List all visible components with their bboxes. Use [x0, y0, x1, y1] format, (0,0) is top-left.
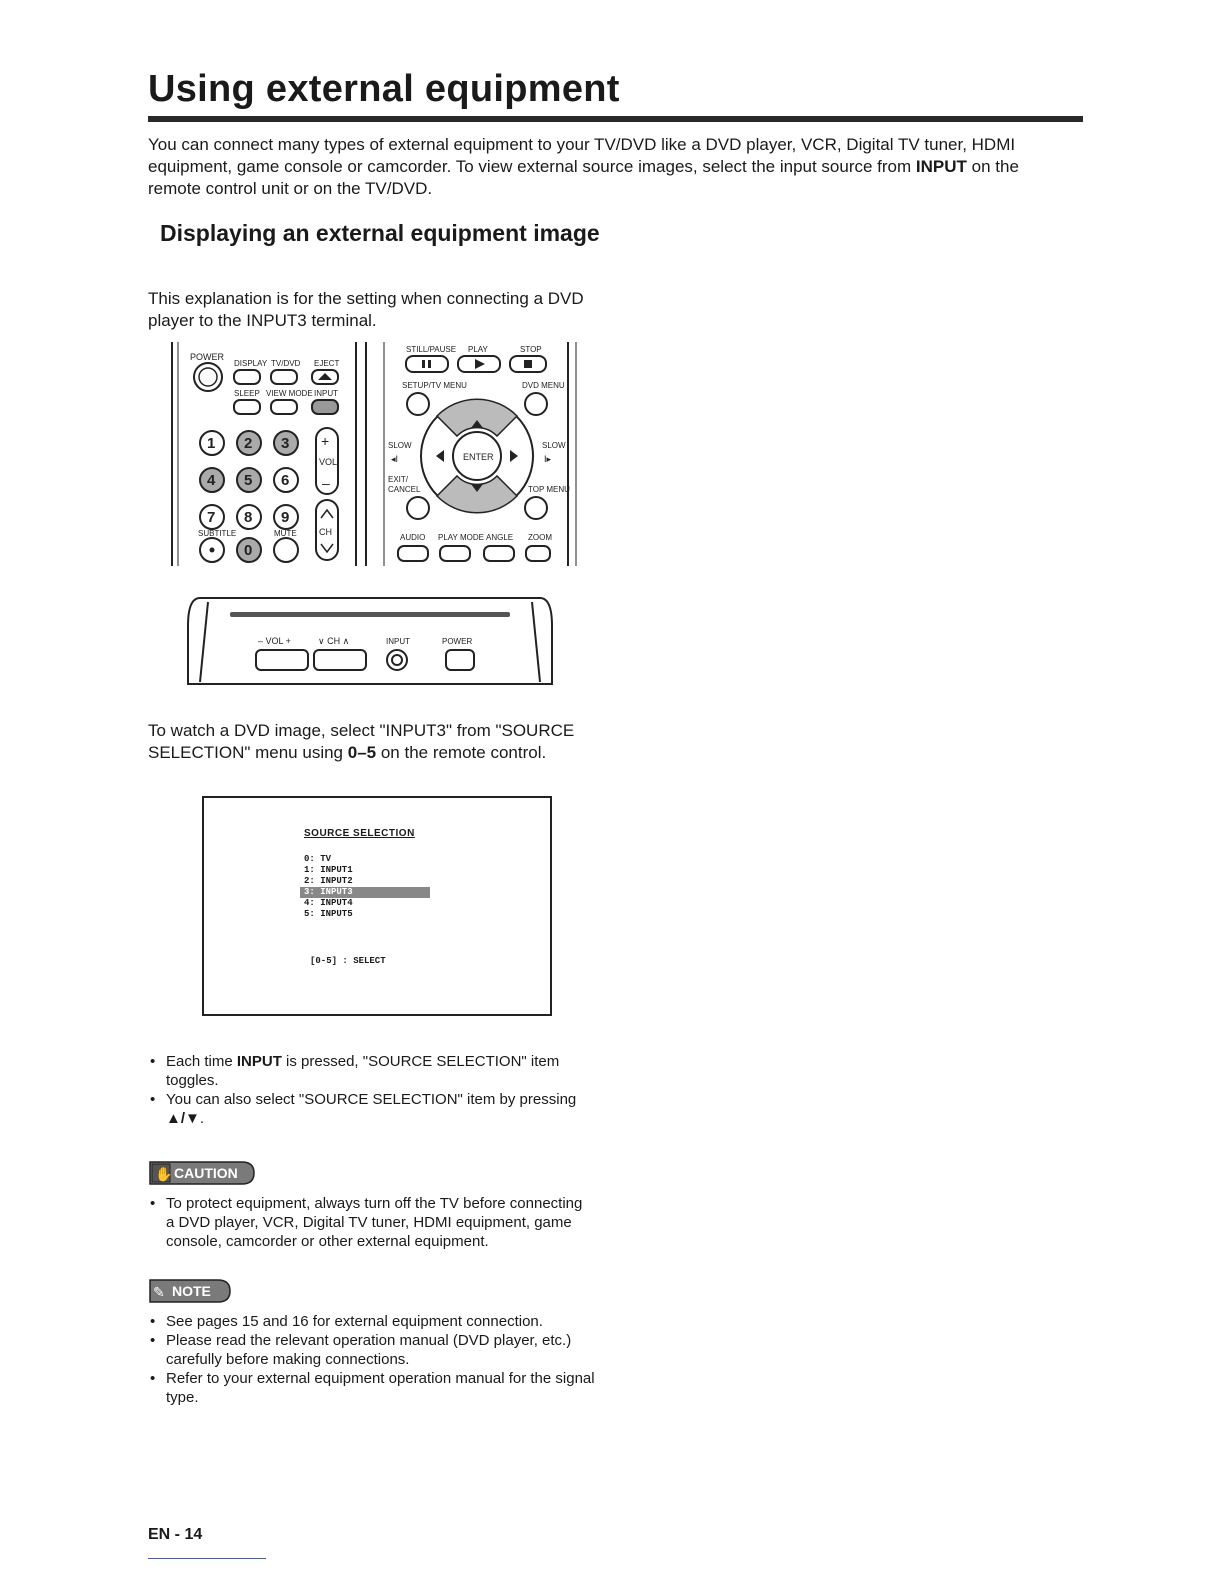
note-list — [148, 1312, 598, 1407]
exit-button — [407, 497, 429, 519]
angle-label: ANGLE — [486, 533, 514, 542]
subtitle-dot-icon — [210, 548, 215, 553]
pause-icon — [428, 360, 431, 368]
dpad-up — [437, 399, 517, 436]
left-arrow-icon — [436, 450, 444, 462]
vol-label: VOL — [319, 457, 338, 467]
ch-label: CH — [319, 527, 332, 537]
tvdvd-button — [271, 370, 297, 384]
intro-paragraph — [148, 134, 1063, 200]
digit-7: 7 — [207, 509, 216, 526]
digit-1: 1 — [207, 435, 216, 452]
watch-text-1: To watch a DVD image, select "INPUT3" from "SOURCE SELECTION" menu using — [148, 721, 575, 762]
menu-title: SOURCE SELECTION — [304, 828, 415, 839]
sleep-button — [234, 400, 260, 414]
dvdmenu-label: DVD MENU — [522, 381, 565, 390]
title-rule — [148, 116, 1083, 122]
note-label: NOTE — [172, 1283, 211, 1299]
caution-hand-icon: ✋ — [155, 1166, 173, 1182]
slow-right-label: SLOW — [542, 441, 566, 450]
play-icon — [475, 359, 485, 369]
footer-line — [148, 1558, 266, 1559]
input-label: INPUT — [314, 389, 338, 398]
dvdmenu-button — [525, 393, 547, 415]
power-label: POWER — [190, 352, 225, 362]
digit-9: 9 — [281, 509, 290, 526]
viewmode-button — [271, 400, 297, 414]
menu-item-selected: 3: INPUT3 — [304, 887, 353, 897]
slow-rewind-icon: ◂I — [391, 454, 399, 464]
topmenu-button — [525, 497, 547, 519]
slow-left-label: SLOW — [388, 441, 412, 450]
bullet-text: . — [199, 1110, 205, 1127]
pencil-icon: ✎ — [153, 1285, 165, 1301]
setup-label: SETUP/TV MENU — [402, 381, 467, 390]
setup-button — [407, 393, 429, 415]
audio-button — [398, 546, 428, 561]
viewmode-label: VIEW MODE — [266, 389, 313, 398]
menu-item: 5: INPUT5 — [304, 909, 353, 919]
tv-power-label: POWER — [442, 637, 473, 646]
power-button — [194, 363, 222, 391]
tv-input-label: INPUT — [386, 637, 410, 646]
tv-power-button — [446, 650, 474, 670]
slow-forward-icon: I▸ — [544, 454, 552, 464]
play-label: PLAY — [468, 345, 488, 354]
bullet-text: You can also select "SOURCE SELECTION" item by pressing — [166, 1091, 577, 1108]
caution-list — [148, 1194, 588, 1251]
list-item: • Refer to your external equipment operation manual for the signal type. — [148, 1369, 598, 1407]
intro-text-2: on the remote control unit or on the TV/DVD. — [148, 157, 1019, 198]
menu-item: 4: INPUT4 — [304, 898, 353, 908]
pause-button — [406, 356, 448, 372]
display-label: DISPLAY — [234, 359, 268, 368]
zoom-button — [526, 546, 550, 561]
page-number: EN - 14 — [148, 1526, 203, 1543]
digit-5: 5 — [244, 472, 253, 489]
stop-icon — [524, 360, 532, 368]
topmenu-label: TOP MENU — [528, 485, 570, 494]
tv-ch-label: ∨ CH ∧ — [318, 636, 350, 646]
tv-vol-button — [256, 650, 308, 670]
playmode-label: PLAY MODE — [438, 533, 484, 542]
intro-text-1: You can connect many types of external equipment to your TV/DVD like a DVD player, VCR, Digital TV tuner, HDMI equipment, game console or camcorder. To view external source images, select the input source from — [148, 135, 1016, 176]
explanation-text: This explanation is for the setting when connecting a DVD player to the INPUT3 terminal. — [148, 289, 584, 330]
ch-down-icon — [321, 544, 333, 552]
stop-label: STOP — [520, 345, 542, 354]
stillpause-label: STILL/PAUSE — [406, 345, 457, 354]
bullet-bold: INPUT — [236, 1053, 282, 1070]
enter-label: ENTER — [463, 452, 494, 462]
mute-label: MUTE — [274, 529, 297, 538]
right-arrow-icon — [510, 450, 518, 462]
bullet-bold: ▲/▼ — [166, 1110, 200, 1127]
display-button — [234, 370, 260, 384]
eject-icon — [318, 373, 332, 380]
vol-plus-icon: + — [321, 433, 330, 449]
vol-minus-icon: – — [322, 475, 330, 491]
list-item — [148, 1052, 588, 1090]
menu-item: 0: TV — [304, 854, 332, 864]
digit-8: 8 — [244, 509, 253, 526]
menu-footer: [0-5] : SELECT — [310, 956, 386, 966]
watch-text-2: on the remote control. — [376, 743, 547, 762]
watch-keys: 0–5 — [347, 743, 377, 762]
caution-label: CAUTION — [174, 1165, 238, 1181]
dpad-down — [437, 476, 517, 513]
remote-control-illustration — [170, 340, 580, 568]
tv-input-button — [387, 650, 407, 670]
menu-item: 1: INPUT1 — [304, 865, 353, 875]
bullet-text: is pressed, "SOURCE SELECTION" item toggles. — [166, 1053, 560, 1089]
page-title: Using external equipment — [148, 68, 620, 110]
audio-label: AUDIO — [400, 533, 426, 542]
section-heading: Displaying an external equipment image — [160, 220, 600, 246]
tv-vol-label: – VOL + — [258, 636, 291, 646]
cancel-label: CANCEL — [388, 485, 421, 494]
digit-2: 2 — [244, 435, 253, 452]
input-bullet-list — [148, 1052, 588, 1128]
watch-instruction — [148, 720, 588, 764]
caution-badge — [148, 1160, 256, 1186]
tv-ch-button — [314, 650, 366, 670]
bullet-text: Each time — [166, 1053, 237, 1070]
list-item: • See pages 15 and 16 for external equipment connection. — [148, 1312, 598, 1331]
source-selection-menu — [202, 796, 552, 1016]
menu-item: 2: INPUT2 — [304, 876, 353, 886]
digit-6: 6 — [281, 472, 290, 489]
angle-button — [484, 546, 514, 561]
exit-label: EXIT/ — [388, 475, 409, 484]
eject-label: EJECT — [314, 359, 340, 368]
sleep-label: SLEEP — [234, 389, 260, 398]
list-item — [148, 1090, 588, 1128]
tv-panel-illustration — [186, 596, 554, 688]
subtitle-label: SUBTITLE — [198, 529, 237, 538]
digit-0: 0 — [244, 542, 253, 559]
tvdvd-label: TV/DVD — [271, 359, 301, 368]
playmode-button — [440, 546, 470, 561]
input-button-highlighted — [312, 400, 338, 414]
note-badge — [148, 1278, 232, 1304]
ch-up-icon — [321, 510, 333, 518]
digit-4: 4 — [207, 472, 216, 489]
digit-3: 3 — [281, 435, 290, 452]
zoom-label: ZOOM — [528, 533, 552, 542]
intro-input-keyword: INPUT — [915, 157, 967, 176]
list-item: • Please read the relevant operation manual (DVD player, etc.) carefully before making connections. — [148, 1331, 598, 1369]
list-item: • To protect equipment, always turn off the TV before connecting a DVD player, VCR, Digital TV tuner, HDMI equipment, game console, camcorder or other external equipment. — [148, 1194, 588, 1251]
